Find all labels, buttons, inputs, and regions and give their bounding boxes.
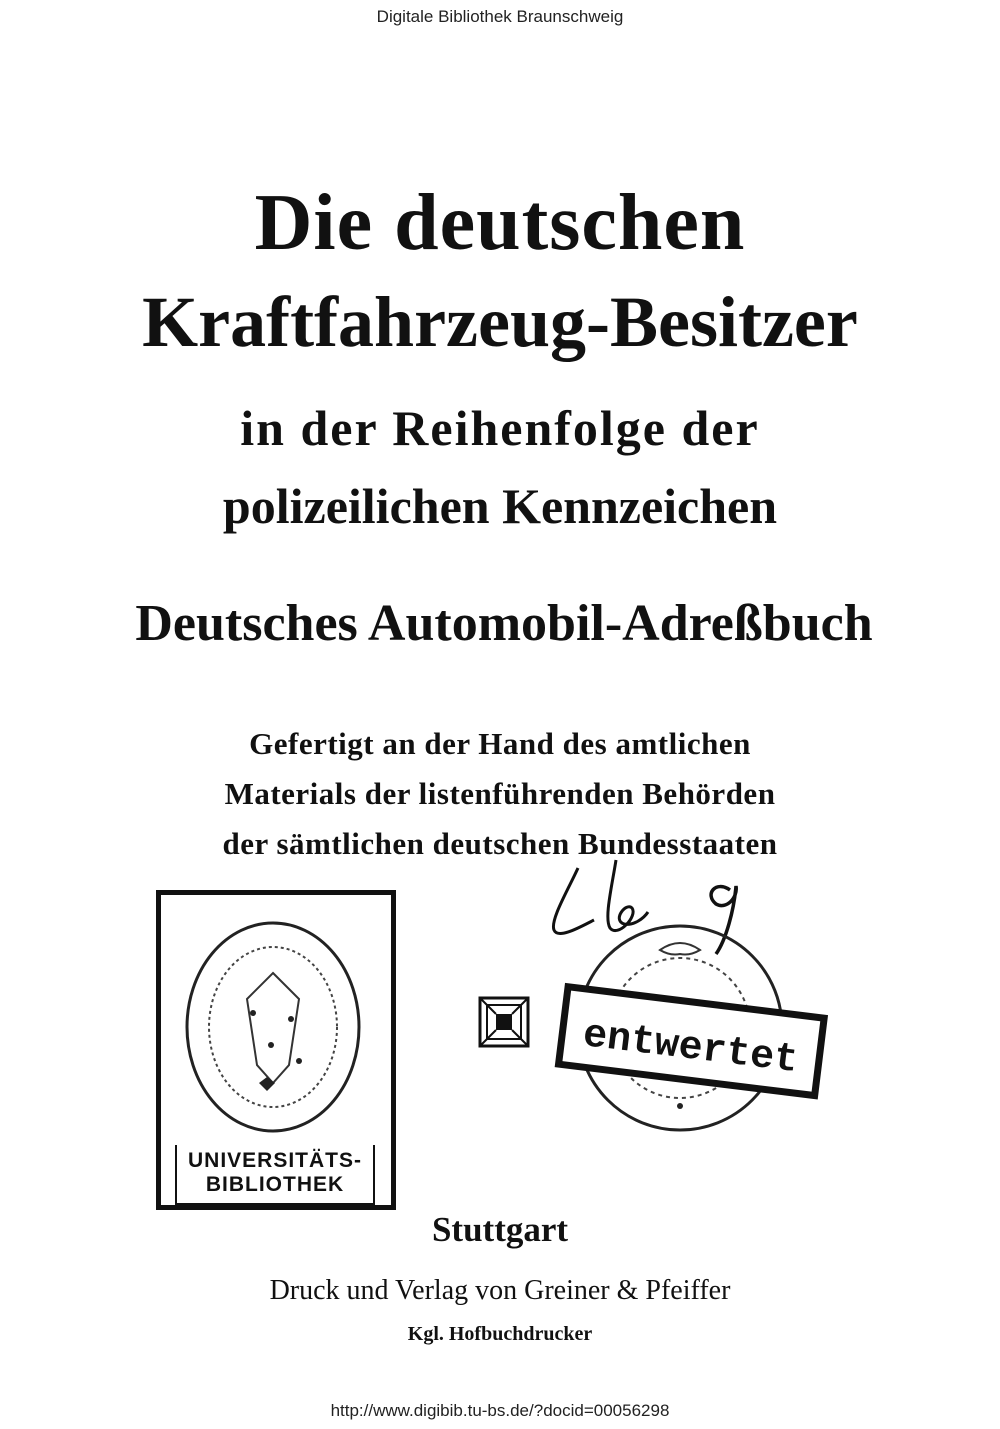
library-stamp-line-2: BIBLIOTHEK [205,1173,345,1196]
cancel-stamp-text: entwertet [580,1013,801,1085]
title-line-2: Kraftfahrzeug-Besitzer [142,282,858,362]
library-header: Digitale Bibliothek Braunschweig [376,7,624,26]
title-line-1: Die deutschen [254,179,746,267]
library-seal-icon [181,915,371,1145]
subtitle-line-2: polizeilichen Kennzeichen [222,478,778,534]
publisher-line: Druck und Verlag von Greiner & Pfeiffer [269,1275,731,1306]
source-url: http://www.digibib.tu-bs.de/?docid=00056298 [330,1401,670,1420]
printer-ornament-icon [478,996,530,1048]
series-title: Deutsches Automobil-Adreßbuch [135,595,873,652]
subtitle-line-1: in der Reihenfolge der [240,400,760,456]
library-stamp-label [175,1145,375,1205]
printer-line: Kgl. Hofbuchdrucker [407,1323,593,1345]
description-line-3: der sämtlichen deutschen Bundesstaaten [222,826,778,861]
description-line-1: Gefertigt an der Hand des amtlichen [249,726,751,761]
university-library-stamp [156,890,396,1210]
ministry-cancel-stamp [540,920,840,1160]
description-line-2: Materials der listenführenden Behörden [224,776,776,811]
publication-city: Stuttgart [431,1210,569,1249]
library-stamp-line-1: UNIVERSITÄTS- [187,1149,362,1172]
